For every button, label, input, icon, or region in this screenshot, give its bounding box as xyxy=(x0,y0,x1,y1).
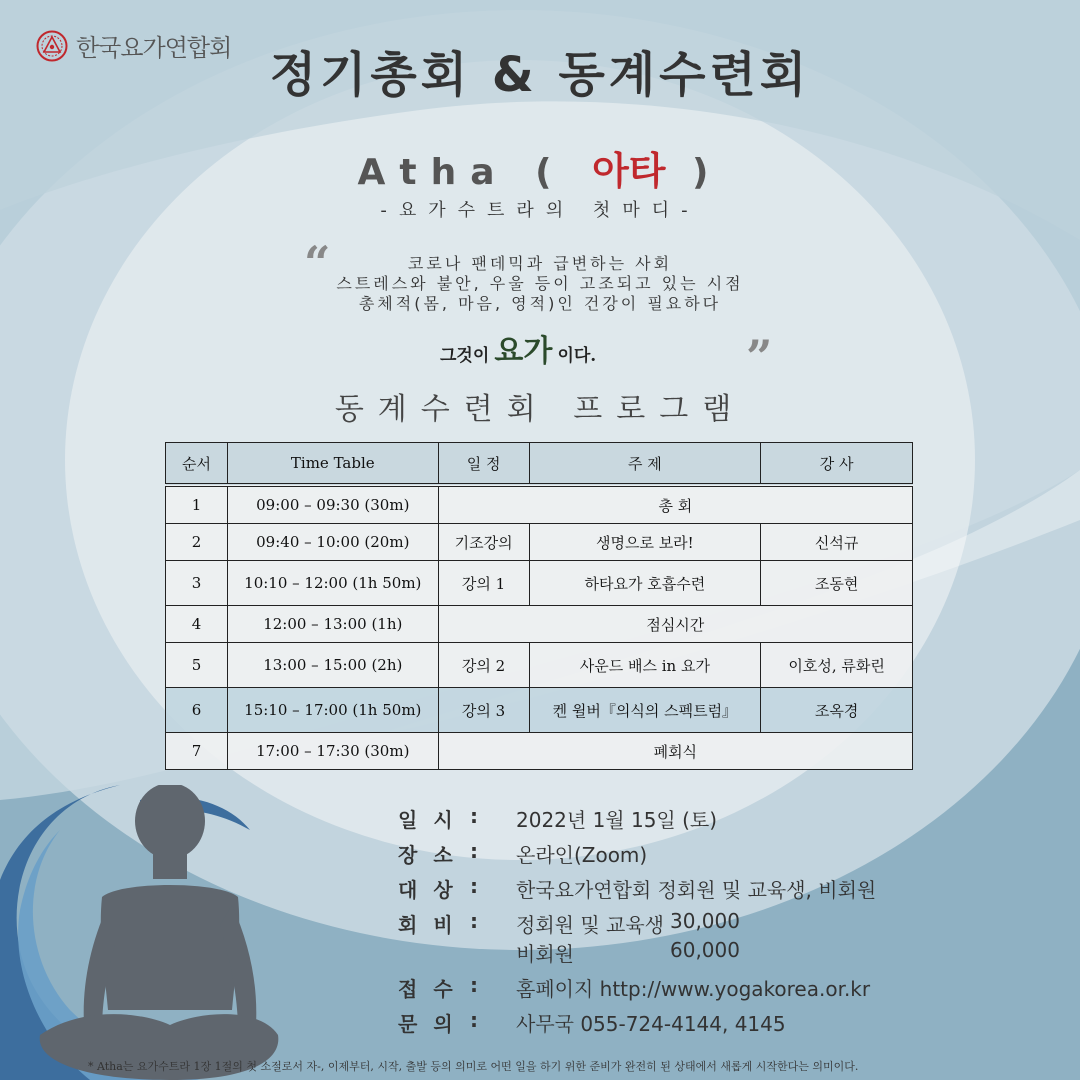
atha-korean: 아타 xyxy=(592,148,666,193)
row-type: 강의 3 xyxy=(438,688,529,733)
atha-heading xyxy=(0,140,1080,195)
atha-paren-close: ) xyxy=(692,152,723,193)
row-no: 7 xyxy=(166,733,228,770)
row-time: 17:00 – 17:30 (30m) xyxy=(227,733,438,770)
info-label: 접수 xyxy=(398,977,469,1001)
row-no: 6 xyxy=(166,688,228,733)
row-type: 기조강의 xyxy=(438,524,529,561)
info-fee-nonmember xyxy=(398,938,740,967)
info-colon: : xyxy=(470,874,478,898)
row-lecturer: 조옥경 xyxy=(761,688,913,733)
row-merged: 총 회 xyxy=(438,485,912,524)
fee-member-label: 정회원 및 교육생 xyxy=(516,913,664,937)
yoga-pre: 그것이 xyxy=(440,346,490,366)
table-row xyxy=(166,643,913,688)
row-time: 09:40 – 10:00 (20m) xyxy=(227,524,438,561)
row-merged: 점심시간 xyxy=(438,606,912,643)
atha-paren-open: ( xyxy=(535,152,566,193)
row-time: 10:10 – 12:00 (1h 50m) xyxy=(227,561,438,606)
atha-subtitle: -요가수트라의 첫마디- xyxy=(380,200,700,221)
quote-text xyxy=(0,254,1080,314)
row-topic: 사운드 배스 in 요가 xyxy=(529,643,761,688)
row-lecturer: 신석규 xyxy=(761,524,913,561)
info-colon: : xyxy=(470,973,478,997)
info-label: 문의 xyxy=(398,1012,469,1036)
info-value: 한국요가연합회 정회원 및 교육생, 비회원 xyxy=(516,878,877,902)
info-colon: : xyxy=(470,804,478,828)
table-row xyxy=(166,524,913,561)
row-type: 강의 1 xyxy=(438,561,529,606)
table-row xyxy=(166,561,913,606)
fee-nonmember-label: 비회원 xyxy=(516,942,574,966)
org-name: 한국요가연합회 xyxy=(76,34,232,62)
header-topic: 주 제 xyxy=(529,443,761,486)
row-topic: 생명으로 보라! xyxy=(529,524,761,561)
info-value[interactable]: 홈페이지 http://www.yogakorea.or.kr xyxy=(516,977,871,1001)
close-quote-mark: ” xyxy=(746,330,773,384)
schedule-table xyxy=(165,442,913,770)
quote-line-1: 코로나 팬데믹과 급변하는 사회 xyxy=(407,254,673,273)
quote-line-3: 총체적(몸, 마음, 영적)인 건강이 필요하다 xyxy=(358,294,722,313)
row-no: 1 xyxy=(166,485,228,524)
header-order: 순서 xyxy=(166,443,228,486)
open-quote-mark: “ xyxy=(304,236,331,290)
fee-member-price: 30,000 xyxy=(670,909,740,933)
info-fee xyxy=(398,909,740,938)
info-value: 사무국 055-724-4144, 4145 xyxy=(516,1012,786,1036)
row-topic: 하타요가 호흡수련 xyxy=(529,561,761,606)
row-time: 12:00 – 13:00 (1h) xyxy=(227,606,438,643)
table-row xyxy=(166,485,913,524)
info-label: 일시 xyxy=(398,808,469,832)
yoga-word: 요가 xyxy=(494,334,553,369)
row-merged: 폐회식 xyxy=(438,733,912,770)
row-lecturer: 조동현 xyxy=(761,561,913,606)
table-row xyxy=(166,606,913,643)
info-apply xyxy=(398,973,870,1002)
row-time: 13:00 – 15:00 (2h) xyxy=(227,643,438,688)
info-target xyxy=(398,874,876,903)
row-no: 4 xyxy=(166,606,228,643)
info-value: 온라인(Zoom) xyxy=(516,843,648,867)
row-type: 강의 2 xyxy=(438,643,529,688)
info-place xyxy=(398,839,647,868)
fee-nonmember-price: 60,000 xyxy=(670,938,740,962)
info-colon: : xyxy=(470,909,478,933)
meditating-silhouette xyxy=(20,785,290,1080)
quote-line-2: 스트레스와 불안, 우울 등이 고조되고 있는 시점 xyxy=(336,274,744,293)
atha-word: Atha xyxy=(357,152,509,193)
info-colon: : xyxy=(470,839,478,863)
info-label: 장소 xyxy=(398,843,469,867)
row-lecturer: 이호성, 류화린 xyxy=(761,643,913,688)
footnote: * Atha는 요가수트라 1장 1절의 첫 소절로서 자-, 이제부터, 시작, 출발 등의 의미로 어떤 일을 하기 위한 준비가 완전히 된 상태에서 새롭게 시작한다는 의미이다. xyxy=(88,1060,859,1073)
info-contact xyxy=(398,1008,786,1037)
info-value: 2022년 1월 15일 (토) xyxy=(516,808,718,832)
main-title: 정기총회 & 동계수련회 xyxy=(269,47,811,103)
row-no: 5 xyxy=(166,643,228,688)
row-no: 2 xyxy=(166,524,228,561)
row-no: 3 xyxy=(166,561,228,606)
header-lecturer: 강 사 xyxy=(761,443,913,486)
row-time: 15:10 – 17:00 (1h 50m) xyxy=(227,688,438,733)
yoga-post: 이다. xyxy=(557,346,597,366)
info-label: 회비 xyxy=(398,913,469,937)
row-topic: 켄 윌버『의식의 스펙트럼』 xyxy=(529,688,761,733)
info-date xyxy=(398,804,717,833)
program-title: 동계수련회 프로그램 xyxy=(334,392,746,427)
row-time: 09:00 – 09:30 (30m) xyxy=(227,485,438,524)
table-row xyxy=(166,733,913,770)
header-timetable: Time Table xyxy=(227,443,438,486)
table-row xyxy=(166,688,913,733)
info-label: 대상 xyxy=(398,878,469,902)
header-type: 일 정 xyxy=(438,443,529,486)
table-header-row xyxy=(166,443,913,486)
yoga-statement xyxy=(440,326,596,370)
info-colon: : xyxy=(470,1008,478,1032)
